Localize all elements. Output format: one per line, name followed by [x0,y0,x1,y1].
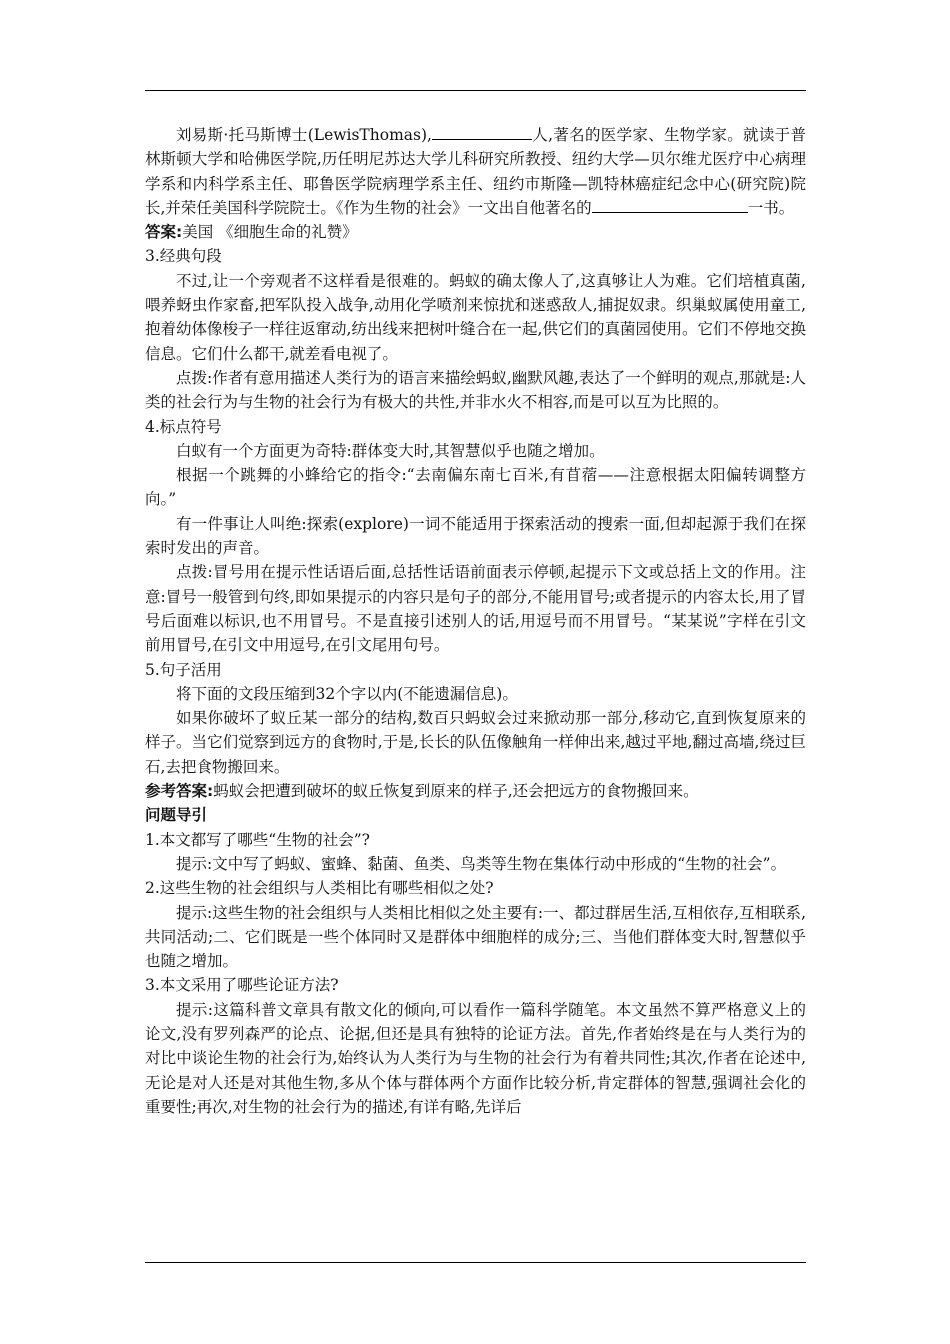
header-rule [145,90,806,91]
intro-text-1: 刘易斯·托马斯博士(LewisThomas), [176,126,432,144]
answer-1 [145,220,806,244]
answer-text: 美国 《细胞生命的礼赞》 [182,223,358,242]
hint-2: 提示:这些生物的社会组织与人类相比相似之处主要有:一、都过群居生活,互相依存,互相联系,共同活动;二、它们既是一些个体同时又是群体中细胞样的成分;三、当他们群体变大时,智慧似乎也随之增加。 [145,903,806,971]
fill-blank-book-cont [692,198,748,213]
punct-example-3: 有一件事让人叫绝:探索(explore)一词不能适用于探索活动的搜索一面,但却起源于我们在探索时发出的声音。 [145,514,806,558]
answer-label: 答案: [145,223,183,242]
section-heading-4: 4.标点符号 [145,417,222,436]
fill-blank-book [592,198,692,213]
section-heading-3: 3.经典句段 [145,247,222,266]
question-2: 2.这些生物的社会组织与人类相比有哪些相似之处? [145,879,494,898]
reference-answer-text: 蚂蚁会把遭到破坏的蚁丘恢复到原来的样子,还会把远方的食物搬回来。 [213,782,699,801]
reference-answer-label: 参考答案: [145,782,214,801]
hint-1: 提示:文中写了蚂蚁、蜜蜂、黏菌、鱼类、鸟类等生物在集体行动中形成的“生物的社会”。 [176,854,787,873]
reference-answer [145,779,806,803]
classic-note: 点拨:作者有意用描述人类行为的语言来描绘蚂蚁,幽默风趣,表达了一个鲜明的观点,那就是:人类的社会行为与生物的社会行为有极大的共性,并非水火不相容,而是可以互为比照的。 [145,368,806,412]
hint-3: 提示:这篇科普文章具有散文化的倾向,可以看作一篇科学随笔。本文虽然不算严格意义上的论文,没有罗列森严的论点、论据,但还是具有独特的论证方法。首先,作者始终是在与人类行为的对比中谈论生物的社会行为,始终认为人类行为与生物的社会行为有着共同性;其次,作者在论述中,无论是对人还是对其他生物,多从个体与群体两个方面作比较分析,肯定群体的智慧,强调社会化的重要性;再次,对生物的社会行为的描述,有详有略,先详后 [145,1000,806,1116]
footer-rule [145,1262,806,1263]
intro-text-2: 人,著名的医学家、生物学家。就读于普林斯顿大学和哈佛医学院,历任明尼苏达大学儿科研究所教授、纽约大学—贝尔维尤医疗中心病理学系和内科学系主任、耶鲁医学院病理学系主任、纽约市斯隆—凯特林癌症纪念中心(研究院)院长,并荣任美国科学院院士。《作为生物的社会》一文出自他著名的 [145,126,806,217]
question-1: 1.本文都写了哪些“生物的社会”? [145,830,370,849]
intro-text-3: 一书。 [747,198,795,217]
section-heading-5: 5.句子活用 [145,660,222,679]
punct-example-1: 白蚁有一个方面更为奇特:群体变大时,其智慧似乎也随之增加。 [176,441,605,460]
intro-paragraph [145,123,806,220]
punct-note: 点拨:冒号用在提示性话语后面,总括性话语前面表示停顿,起提示下文或总括上文的作用。注意:冒号一般管到句终,即如果提示的内容只是句子的部分,不能用冒号;或者提示的内容太长,用了冒号后面难以标识,也不用冒号。不是直接引述别人的话,用逗号而不用冒号。“某某说”字样在引文前用冒号,在引文中用逗号,在引文尾用句号。 [145,563,806,655]
document-body [145,123,806,1119]
fill-blank-nationality [432,125,532,140]
compress-passage: 如果你破坏了蚁丘某一部分的结构,数百只蚂蚁会过来掀动那一部分,移动它,直到恢复原来的样子。当它们觉察到远方的食物时,于是,长长的队伍像触角一样伸出来,越过平地,翻过高墙,绕过巨石,去把食物搬回来。 [145,709,806,776]
punct-example-2: 根据一个跳舞的小蜂给它的指令:“去南偏东南七百米,有苜蓿——注意根据太阳偏转调整方向。” [145,466,806,509]
classic-passage: 不过,让一个旁观者不这样看是很难的。蚂蚁的确太像人了,这真够让人为难。它们培植真菌,喂养蚜虫作家畜,把军队投入战争,动用化学喷剂来惊扰和迷惑敌人,捕捉奴隶。织巢蚁属使用童工,抱着幼体像梭子一样往返窜动,纺出线来把树叶缝合在一起,供它们的真菌园使用。它们不停地交换信息。它们什么都干,就差看电视了。 [145,271,806,363]
question-3: 3.本文采用了哪些论证方法? [145,976,339,995]
guide-heading: 问题导引 [145,806,208,825]
compress-task: 将下面的文段压缩到32个字以内(不能遗漏信息)。 [176,684,518,703]
